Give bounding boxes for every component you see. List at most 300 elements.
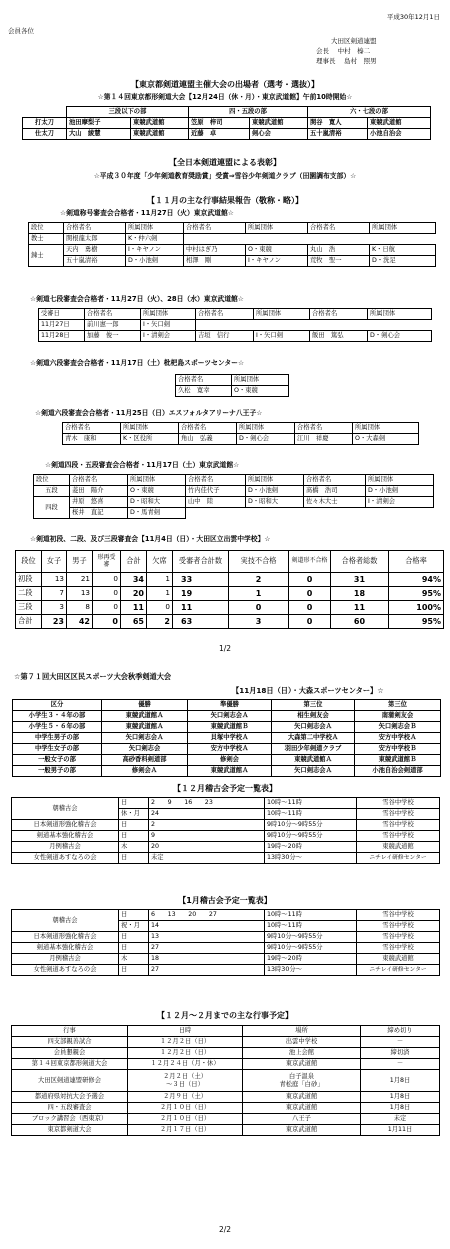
place-cell: 八王子: [243, 1114, 361, 1125]
name-cell: 飯田 篤弘: [310, 331, 368, 342]
time-cell: 10時～11時: [265, 809, 357, 820]
dec-schedule-title: 【１２月稽古会予定一覧表】: [173, 784, 277, 793]
stat-cell: 0: [93, 573, 121, 587]
weekday-cell: 日: [119, 910, 149, 921]
event-cell: 日本剣道形強化稽古会: [12, 820, 119, 831]
place-cell: 雪谷中学校: [357, 921, 440, 932]
place-cell: 雪谷中学校: [357, 809, 440, 820]
category-cell: 小学生５・６年の部: [13, 722, 102, 733]
stat-cell: 0: [289, 601, 331, 615]
column-header: 合格者名: [64, 223, 126, 234]
column-header: 合格者名: [295, 423, 353, 434]
name-cell: 関根龍太郎: [64, 234, 126, 245]
result-cell: 安方中学校Ａ: [188, 744, 272, 755]
rokudan2-table: [62, 422, 419, 445]
shodan-stats-table: [15, 550, 444, 629]
stat-cell: 2: [147, 615, 173, 629]
stat-cell: 3: [42, 601, 67, 615]
name-cell: 関谷 寛人: [308, 118, 368, 129]
time-cell: 19時～20時: [265, 954, 357, 965]
name-cell: 天内 勇樹: [64, 245, 126, 256]
column-header: 締め切り: [361, 1026, 440, 1037]
weekday-cell: 日: [119, 943, 149, 954]
date-cell: ２月１０日（日）: [128, 1103, 243, 1114]
table-row: [34, 486, 434, 497]
yondan-subtitle: ☆剣道四段・五段審査会合格者・11月17日（土）東京武道館☆: [45, 461, 240, 469]
stat-cell: 65: [121, 615, 147, 629]
column-header: 所属団体: [370, 223, 436, 234]
result-cell: 矢口剣志会: [102, 744, 188, 755]
category-cell: 中学生男子の部: [13, 733, 102, 744]
column-header: 所属団体: [368, 309, 432, 320]
page-number: 2/2: [218, 1225, 232, 1234]
name-cell: 池田摩梨子: [67, 118, 131, 129]
date-cell: ２月１０日（日）: [128, 1114, 243, 1125]
rank-cell: 四段: [34, 497, 70, 519]
weekday-cell: 日: [119, 965, 149, 976]
stat-cell: 0: [289, 615, 331, 629]
shogo-table: [28, 222, 436, 267]
event-cell: 四支部親善試合: [12, 1037, 128, 1048]
table-row: [12, 1114, 440, 1125]
club-cell: 小池自治会: [368, 129, 431, 140]
place-cell: 出雲中学校: [243, 1037, 361, 1048]
table-row: [13, 755, 441, 766]
report-title: 【１１月の主な行事結果報告（敬称・略）】: [147, 196, 303, 205]
column-header: 合格者名: [179, 423, 237, 434]
category-cell: 一般男子の部: [13, 766, 102, 777]
column-header: 所属団体: [353, 423, 419, 434]
table-row: [34, 497, 434, 508]
time-cell: 10時～11時: [265, 798, 357, 809]
club-cell: I・矢口剣: [254, 331, 310, 342]
table-row: [23, 118, 431, 129]
name-cell: 加藤 俊一: [85, 331, 141, 342]
dates-cell: 2 9 16 23: [149, 798, 265, 809]
event-cell: 女性剣道あすなろの会: [12, 853, 119, 864]
column-header: 合格者名: [70, 475, 128, 486]
column-header: 所属団体: [254, 309, 310, 320]
column-header: 男子: [67, 551, 93, 573]
column-header: 受審者合計数: [173, 551, 229, 573]
name-cell: 青木 康和: [63, 434, 121, 445]
name-cell: 山中 陸: [186, 497, 246, 508]
category-cell: 中学生女子の部: [13, 744, 102, 755]
place-cell: 東競武道館: [357, 954, 440, 965]
stat-cell: 2: [229, 573, 289, 587]
result-cell: 矢口剣志会Ａ: [272, 722, 355, 733]
weekday-cell: 休・月: [119, 809, 149, 820]
event-cell: 女性剣道あすなろの会: [12, 965, 119, 976]
column-header: 受審日: [39, 309, 85, 320]
stat-cell: 34: [121, 573, 147, 587]
date-cell: ２月１７日（日）: [128, 1125, 243, 1136]
time-cell: 9時10分～9時55分: [265, 932, 357, 943]
time-cell: 9時10分～9時55分: [265, 831, 357, 842]
stat-cell: 100%: [389, 601, 444, 615]
place-cell: 雪谷中学校: [357, 820, 440, 831]
column-header: 合格者名: [184, 223, 246, 234]
dates-cell: 14: [149, 921, 265, 932]
stat-cell: 11: [121, 601, 147, 615]
column-header: 合格者名: [85, 309, 141, 320]
event-cell: 朝稽古会: [12, 910, 119, 932]
column-header: 合格者名: [176, 375, 232, 386]
division-header: 六・七段の部: [308, 107, 431, 118]
stat-cell: 0: [93, 615, 121, 629]
name-cell: 佐々木大士: [304, 497, 366, 508]
club-cell: I・キヤノン: [126, 245, 184, 256]
result-cell: 安方中学校Ａ: [355, 733, 441, 744]
nanadan-table: [38, 308, 432, 342]
place-cell: ニチレイ研修センター: [357, 965, 440, 976]
stat-cell: 31: [331, 573, 389, 587]
name-cell: 五十嵐清裕: [64, 256, 126, 267]
column-header: 欠席: [147, 551, 173, 573]
club-cell: I・清剣会: [366, 497, 434, 508]
dates-cell: 6 13 20 27: [149, 910, 265, 921]
table-row: [23, 129, 431, 140]
time-cell: 13時30分～: [265, 965, 357, 976]
club-cell: 東競武道館: [131, 129, 189, 140]
stat-cell: 1: [147, 573, 173, 587]
stat-cell: 33: [173, 573, 229, 587]
jan-schedule-table: [11, 909, 440, 976]
stat-cell: 13: [42, 573, 67, 587]
stat-cell: 11: [173, 601, 229, 615]
rank-cell: 初段: [16, 573, 42, 587]
club-cell: D・馬青剣: [128, 508, 186, 519]
stat-cell: 21: [67, 573, 93, 587]
event-cell: 大田区剣道連盟研修会: [12, 1070, 128, 1092]
column-header: 日時: [128, 1026, 243, 1037]
stat-cell: 60: [331, 615, 389, 629]
table-row: [12, 1103, 440, 1114]
nanadan-subtitle: ☆剣道七段審査会合格者・11月27日（火）、28日（水）東京武道館☆: [30, 295, 244, 303]
event-cell: 月例稽古会: [12, 842, 119, 853]
result-cell: 修剣会: [188, 755, 272, 766]
place-cell: 東京武道館: [243, 1059, 361, 1070]
date-cell: ２月２日（土） ～３日（日）: [128, 1070, 243, 1092]
table-row: [12, 1048, 440, 1059]
award-title: 【全日本剣道連盟による表彰】: [169, 158, 281, 167]
result-cell: 東競武道館Ｂ: [188, 722, 272, 733]
club-cell: D・昭和大: [128, 497, 186, 508]
club-cell: I・キヤノン: [246, 256, 308, 267]
table-row: [12, 965, 440, 976]
table-row: [39, 320, 432, 331]
place-cell: 雪谷中学校: [357, 943, 440, 954]
result-cell: 修剣会Ａ: [102, 766, 188, 777]
stat-cell: 95%: [389, 615, 444, 629]
club-cell: O・東競: [128, 486, 186, 497]
name-cell: 角山 弘義: [179, 434, 237, 445]
club-cell: 東競武道館: [131, 118, 189, 129]
table-row: [16, 601, 444, 615]
table-row: [12, 842, 440, 853]
table-row: [16, 573, 444, 587]
column-header: 段位: [29, 223, 64, 234]
stat-cell: 13: [67, 587, 93, 601]
column-header: 第三位: [272, 700, 355, 711]
award-text: ☆平成３０年度「少年剣道教育奨励賞」受賞⇒雪谷少年剣道クラブ（田園調布支部）☆: [93, 172, 357, 180]
column-header: 所属団体: [121, 423, 179, 434]
club-cell: 東競武道館: [368, 118, 431, 129]
weekday-cell: 日: [119, 820, 149, 831]
tokyo-tournament-table: [22, 106, 431, 140]
table-row: [12, 1070, 440, 1092]
category-cell: 小学生３・４年の部: [13, 711, 102, 722]
name-cell: 丸山 浩: [308, 245, 370, 256]
rokudan2-subtitle: ☆剣道六段審査会合格者・11月25日（日）エスフォルタアリーナ八王子☆: [35, 409, 263, 417]
result-cell: 南蒲剣友会: [355, 711, 441, 722]
table-row: [13, 711, 441, 722]
column-header: 行事: [12, 1026, 128, 1037]
table-row: [16, 587, 444, 601]
director-name: 理事長 島村 照男: [316, 57, 377, 65]
shogo-subtitle: ☆剣道称号審査会合格者・11月27日（火）東京武道館☆: [60, 209, 234, 217]
club-cell: D・小池剣: [366, 486, 434, 497]
club-cell: 東競武道館: [250, 118, 308, 129]
dates-cell: 2: [149, 820, 265, 831]
rokudan1-subtitle: ☆剣道六段審査会合格者・11月17日（土）枇杷島スポーツセンター☆: [30, 359, 245, 367]
table-row: [63, 434, 419, 445]
name-cell: 髙橋 浩司: [304, 486, 366, 497]
column-header: 形再受審: [93, 551, 121, 573]
table-row: [12, 943, 440, 954]
table-row: [12, 1092, 440, 1103]
club-cell: D・剣心会: [237, 434, 295, 445]
yondan-table: [33, 474, 434, 519]
event-cell: 四・五段審査会: [12, 1103, 128, 1114]
name-cell: 井原 悠喜: [70, 497, 128, 508]
column-header: 実技不合格: [229, 551, 289, 573]
president-name: 会長 中村 榛二: [316, 47, 371, 55]
club-cell: I・矢口剣: [141, 320, 196, 331]
place-cell: 東京武道館: [243, 1103, 361, 1114]
club-cell: D・昭和大: [246, 497, 304, 508]
rank-cell: 五段: [34, 486, 70, 497]
column-header: 合格者名: [186, 475, 246, 486]
name-cell: 竹内佳代子: [186, 486, 246, 497]
column-header: 合格率: [389, 551, 444, 573]
place-cell: 東京武道館: [243, 1125, 361, 1136]
result-cell: 羽田少年剣道クラブ: [272, 744, 355, 755]
column-header: 所属団体: [246, 475, 304, 486]
weekday-cell: 日: [119, 798, 149, 809]
dates-cell: 24: [149, 809, 265, 820]
result-cell: 東競武道館Ａ: [272, 755, 355, 766]
date-cell: １２月２４日（月・休）: [128, 1059, 243, 1070]
result-cell: 東競武道館Ａ: [102, 722, 188, 733]
name-cell: 相澤 剛: [184, 256, 246, 267]
event-cell: 月例稽古会: [12, 954, 119, 965]
column-header: 所属団体: [232, 375, 289, 386]
event-cell: 剣道基本強化稽古会: [12, 831, 119, 842]
dates-cell: 13: [149, 932, 265, 943]
event-cell: 第１４回東京都形剣道大会: [12, 1059, 128, 1070]
dates-cell: 20: [149, 842, 265, 853]
place-cell: 雪谷中学校: [357, 831, 440, 842]
column-header: 合格者名: [304, 475, 366, 486]
stat-cell: 95%: [389, 587, 444, 601]
time-cell: 10時～11時: [265, 910, 357, 921]
club-cell: K・仲六剣: [126, 234, 184, 245]
result-cell: 矢口剣志会Ａ: [188, 711, 272, 722]
table-row: [12, 954, 440, 965]
weekday-cell: 木: [119, 842, 149, 853]
result-cell: 高砂香料剣道部: [102, 755, 188, 766]
result-cell: 東競武道館Ｂ: [355, 755, 441, 766]
stat-cell: 0: [229, 601, 289, 615]
name-cell: 大山 綾慧: [67, 129, 131, 140]
stat-cell: 1: [147, 587, 173, 601]
division-header: 四・五段の部: [189, 107, 308, 118]
name-cell: 吉垣 信行: [196, 331, 254, 342]
column-header: 所属団体: [126, 223, 184, 234]
kumin-results-table: [12, 699, 441, 777]
deadline-cell: 1月8日: [361, 1070, 440, 1092]
place-cell: 白子温泉 青松庭「白砂」: [243, 1070, 361, 1092]
table-row: [13, 733, 441, 744]
name-cell: 中村はぎ乃: [184, 245, 246, 256]
deadline-cell: 1月11日: [361, 1125, 440, 1136]
deadline-cell: 未定: [361, 1114, 440, 1125]
rank-cell: 教士: [29, 234, 64, 245]
name-cell: 久松 寛幸: [176, 386, 232, 397]
rank-cell: 二段: [16, 587, 42, 601]
result-cell: 矢口剣志会Ａ: [102, 733, 188, 744]
time-cell: 13時30分～: [265, 853, 357, 864]
stat-cell: 19: [173, 587, 229, 601]
column-header: 所属団体: [128, 475, 186, 486]
column-header: 合格者総数: [331, 551, 389, 573]
result-cell: 矢口剣志会Ｂ: [355, 722, 441, 733]
column-header: 所属団体: [141, 309, 196, 320]
time-cell: 9時10分～9時55分: [265, 943, 357, 954]
name-cell: 前川憲一郎: [85, 320, 141, 331]
column-header: 剣道形不合格: [289, 551, 331, 573]
club-cell: I・清剣会: [141, 331, 196, 342]
stat-cell: 8: [67, 601, 93, 615]
result-cell: 大森第二中学校Ａ: [272, 733, 355, 744]
dates-cell: 27: [149, 965, 265, 976]
time-cell: 19時～20時: [265, 842, 357, 853]
event-cell: 都道府県対抗大会予選会: [12, 1092, 128, 1103]
column-header: 段位: [34, 475, 70, 486]
place-cell: 雪谷中学校: [357, 932, 440, 943]
club-cell: K・区役所: [121, 434, 179, 445]
rank-cell: 三段: [16, 601, 42, 615]
weekday-cell: 木: [119, 954, 149, 965]
place-cell: 東競武道館: [357, 842, 440, 853]
events-title: 【１２月～２月までの主な行事予定】: [157, 1011, 293, 1020]
club-cell: 剣心会: [250, 129, 308, 140]
column-header: 優勝: [102, 700, 188, 711]
column-header: 区分: [13, 700, 102, 711]
table-row: [29, 234, 436, 245]
dec-schedule-table: [11, 797, 440, 864]
table-row: [12, 910, 440, 921]
place-cell: 雪谷中学校: [357, 798, 440, 809]
name-cell: 桜井 直記: [70, 508, 128, 519]
events-table: [11, 1025, 440, 1136]
name-cell: 江川 祥慶: [295, 434, 353, 445]
result-cell: 貝塚中学校Ａ: [188, 733, 272, 744]
column-header: 所属団体: [237, 423, 295, 434]
table-row: [12, 932, 440, 943]
name-cell: 五十嵐清裕: [308, 129, 368, 140]
table-row: [34, 508, 434, 519]
division-header: 三段以下の部: [67, 107, 189, 118]
stat-cell: 23: [42, 615, 67, 629]
club-cell: D・小池剣: [126, 256, 184, 267]
stat-cell: 7: [42, 587, 67, 601]
role-cell: 仕太刀: [23, 129, 67, 140]
date-cell: ２月９日（土）: [128, 1092, 243, 1103]
table-row: [29, 245, 436, 256]
table-row: [39, 331, 432, 342]
name-cell: 荒牧 聖一: [308, 256, 370, 267]
name-cell: 菱田 陽介: [70, 486, 128, 497]
club-cell: O・東競: [232, 386, 289, 397]
stat-cell: 18: [331, 587, 389, 601]
table-row: [12, 1037, 440, 1048]
stat-cell: 0: [289, 587, 331, 601]
column-header: 準優勝: [188, 700, 272, 711]
deadline-cell: 締切済: [361, 1048, 440, 1059]
rokudan1-table: [175, 374, 289, 397]
kumin-subtitle: 【11月18日（日）・大森スポーツセンター】☆: [232, 686, 384, 695]
document-date: 平成30年12月1日: [386, 13, 440, 21]
stat-cell: 11: [331, 601, 389, 615]
club-cell: O・東競: [246, 245, 308, 256]
stat-cell: 20: [121, 587, 147, 601]
event-cell: 剣道基本強化稽古会: [12, 943, 119, 954]
time-cell: 10時～11時: [265, 921, 357, 932]
place-cell: 池上会館: [243, 1048, 361, 1059]
name-cell: 近藤 卓: [189, 129, 250, 140]
tokyo-tournament-title: 【東京都剣道連盟主催大会の出場者（選考・選抜）】: [131, 80, 319, 89]
table-row: [16, 615, 444, 629]
weekday-cell: 日: [119, 831, 149, 842]
dates-cell: 27: [149, 943, 265, 954]
organization-name: 大田区剣道連盟: [331, 37, 377, 45]
place-cell: 東京武道館: [243, 1092, 361, 1103]
stat-cell: 0: [289, 573, 331, 587]
table-row: [29, 256, 436, 267]
table-row: [13, 744, 441, 755]
dates-cell: 未定: [149, 853, 265, 864]
jan-schedule-title: 【1月稽古会予定一覧表】: [178, 896, 272, 905]
weekday-cell: 日: [119, 932, 149, 943]
role-cell: 打太刀: [23, 118, 67, 129]
result-cell: 東競武道館Ａ: [102, 711, 188, 722]
deadline-cell: －: [361, 1059, 440, 1070]
tokyo-tournament-subtitle: ☆第１４回東京都形剣道大会【12月24日（休・月）・東京武道館】午前10時開始☆: [97, 93, 353, 101]
club-cell: O・大森剣: [353, 434, 419, 445]
recipient: 会員各位: [8, 27, 34, 35]
rank-cell: 合計: [16, 615, 42, 629]
deadline-cell: 1月8日: [361, 1103, 440, 1114]
event-cell: 日本剣道形強化稽古会: [12, 932, 119, 943]
column-header: 所属団体: [246, 223, 308, 234]
stat-cell: 94%: [389, 573, 444, 587]
column-header: 合格者名: [308, 223, 370, 234]
column-header: 合格者名: [196, 309, 254, 320]
column-header: 所属団体: [366, 475, 434, 486]
result-cell: 安方中学校Ｂ: [355, 744, 441, 755]
